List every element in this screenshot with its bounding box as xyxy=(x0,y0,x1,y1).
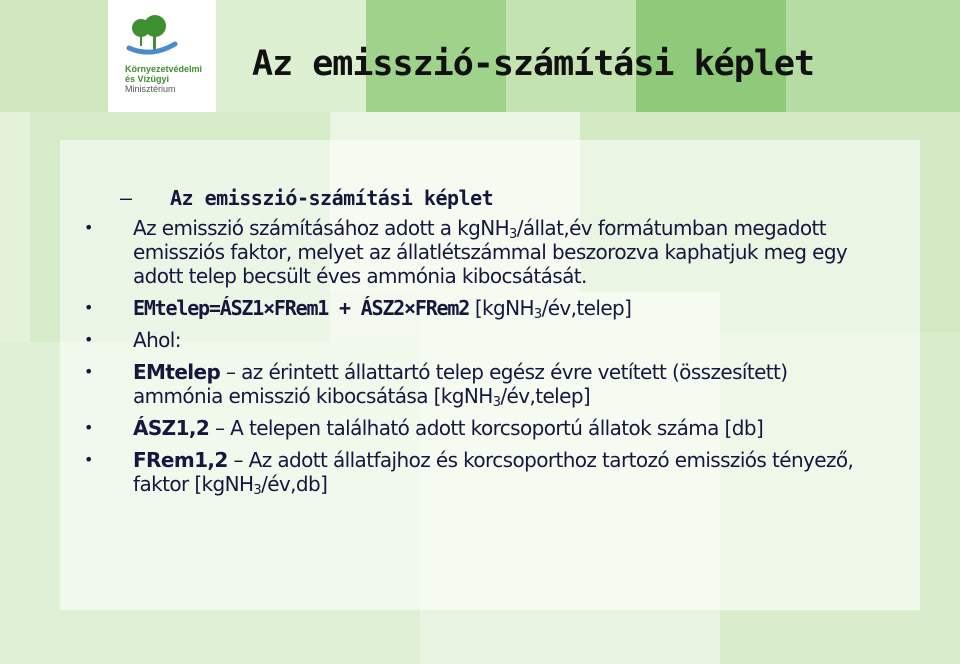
bullet-list xyxy=(82,216,882,496)
logo-line-3: Minisztérium xyxy=(125,84,176,94)
bullet-emtelep-definition: • EMtelep – az érintett állattartó telep egész évre vetített (összesített) ammónia emisszió kibocsátása [kgNH$_3$/év,telep] xyxy=(82,360,882,408)
slide-title: Az emisszió-számítási képlet xyxy=(252,44,815,84)
bullet-emission-intro: • Az emisszió számításához adott a kgNH$_3$/állat,év formátumban megadott emissziós faktor, melyet az állatlétszámmal beszorozva kaphatjuk meg egy adott telep becsült éves ammónia kibocsátását. xyxy=(82,216,882,288)
subheading-dash: – xyxy=(120,186,132,210)
logo-line-1: Környezetvédelmi xyxy=(125,64,203,74)
bullet-frem-definition: • FRem1,2 – Az adott állatfajhoz és korcsoporthoz tartozó emissziós tényező, faktor [kgNH$_3$/év,db] xyxy=(82,448,882,496)
slide-content xyxy=(82,186,882,504)
bullet-asz-definition: • ÁSZ1,2 – A telepen található adott korcsoportú állatok száma [db] xyxy=(82,416,882,440)
subheading xyxy=(120,186,882,210)
bullet-where: • Ahol: xyxy=(82,328,882,352)
logo-line-2: és Vízügyi xyxy=(125,74,170,84)
tree-logo-icon xyxy=(125,14,185,62)
bullet-formula: • EMtelep=ÁSZ1×FRem1 + ÁSZ2×FRem2 [kgNH$_3$/év,telep] xyxy=(82,296,882,320)
subheading-text: Az emisszió-számítási képlet xyxy=(170,186,494,210)
ministry-logo xyxy=(113,0,213,108)
